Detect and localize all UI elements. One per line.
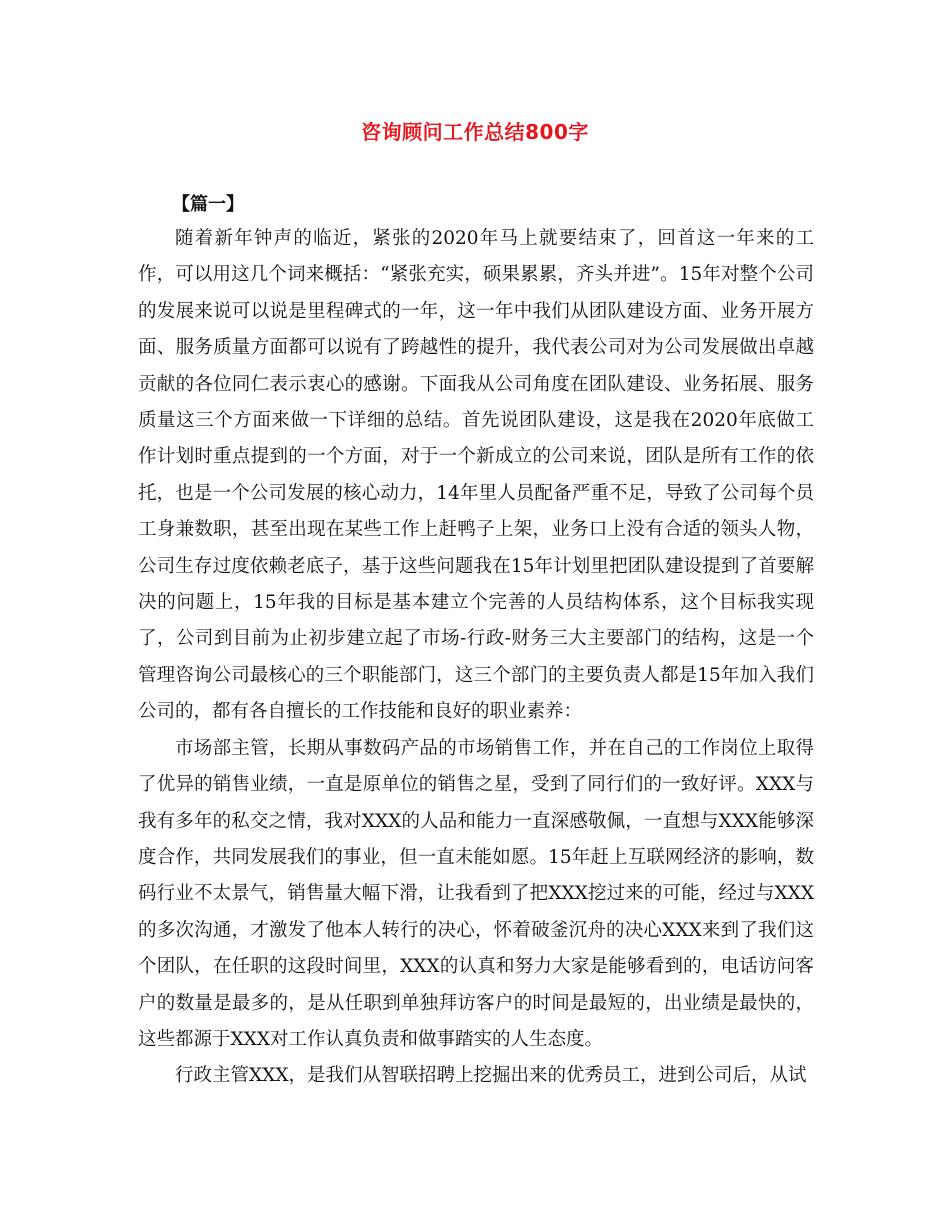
document-title: 咨询顾问工作总结800字 — [361, 120, 589, 144]
section-label: 【篇一】 — [172, 194, 244, 215]
paragraph: 市场部主管，长期从事数码产品的市场销售工作，并在自己的工作岗位上取得了优异的销售业绩，一直是原单位的销售之星，受到了同行们的一致好评。XXX与我有多年的私交之情，我对XXX的人品和能力一直深感敬佩，一直想与XXX能够深度合作，共同发展我们的事业，但一直未能如愿。15年赶上互联网经济的影响，数码行业不太景气，销售量大幅下滑，让我看到了把XXX挖过来的可能，经过与XXX的多次沟通，才激发了他本人转行的决心，怀着破釜沉舟的决心XXX来到了我们这个团队，在任职的这段时间里，XXX的认真和努力大家是能够看到的，电话访问客户的数量是最多的，是从任职到单独拜访客户的时间是最短的，出业绩是最快的，这些都源于XXX对工作认真负责和做事踏实的人生态度。 — [138, 737, 814, 1050]
document-body — [138, 221, 814, 1095]
paragraph: 随着新年钟声的临近，紧张的2020年马上就要结束了，回首这一年来的工作，可以用这几个词来概括：“紧张充实，硕果累累，齐头并进”。15年对整个公司的发展来说可以说是里程碑式的一年，这一年中我们从团队建设方面、业务开展方面、服务质量方面都可以说有了跨越性的提升，我代表公司对为公司发展做出卓越贡献的各位同仁表示衷心的感谢。下面我从公司角度在团队建设、业务拓展、服务质量这三个方面来做一下详细的总结。首先说团队建设，这是我在2020年底做工作计划时重点提到的一个方面，对于一个新成立的公司来说，团队是所有工作的依托，也是一个公司发展的核心动力，14年里人员配备严重不足，导致了公司每个员工身兼数职，甚至出现在某些工作上赶鸭子上架，业务口上没有合适的领头人物，公司生存过度依赖老底子，基于这些问题我在15年计划里把团队建设提到了首要解决的问题上，15年我的目标是基本建立个完善的人员结构体系，这个目标我实现了，公司到目前为止初步建立起了市场-行政-财务三大主要部门的结构，这是一个管理咨询公司最核心的三个职能部门，这三个部门的主要负责人都是15年加入我们公司的，都有各自擅长的工作技能和良好的职业素养： — [138, 228, 814, 723]
paragraph: 行政主管XXX，是我们从智联招聘上挖掘出来的优秀员工，进到公司后，从试 — [175, 1065, 807, 1087]
